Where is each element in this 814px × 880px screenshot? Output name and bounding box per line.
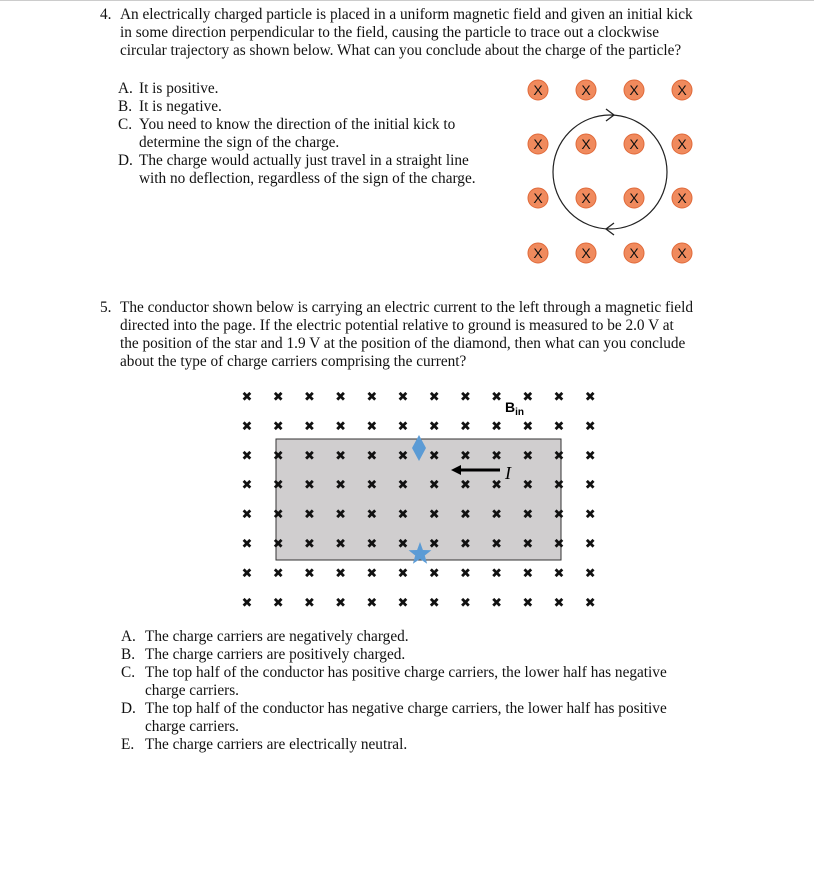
field-cross-marker: ✖ <box>522 478 534 494</box>
question-text-line: The conductor shown below is carrying an electric current to the left through a magnetic field <box>120 299 693 316</box>
field-cross-marker: ✖ <box>366 595 378 611</box>
field-cross-marker: ✖ <box>335 478 347 494</box>
field-cross-marker: ✖ <box>428 595 440 611</box>
field-x-symbol: X <box>677 245 687 261</box>
field-cross-marker: ✖ <box>459 595 471 611</box>
option-letter: C. <box>121 664 136 681</box>
field-cross-marker: ✖ <box>553 448 565 464</box>
field-cross-marker: ✖ <box>272 390 284 405</box>
field-x-symbol: X <box>629 136 639 152</box>
field-cross-marker: ✖ <box>428 419 440 435</box>
field-cross-marker: ✖ <box>522 537 534 552</box>
field-cross-marker: ✖ <box>366 478 378 494</box>
field-cross-marker: ✖ <box>428 566 440 582</box>
option-letter: B. <box>118 98 133 115</box>
option-text: The charge carriers are negatively charged. <box>145 628 409 645</box>
field-cross-marker: ✖ <box>335 507 347 523</box>
field-cross-marker: ✖ <box>459 448 471 464</box>
field-cross-marker: ✖ <box>335 595 347 611</box>
field-cross-marker: ✖ <box>397 507 409 523</box>
field-cross-marker: ✖ <box>303 478 315 494</box>
option-text: It is negative. <box>139 98 222 115</box>
field-cross-marker: ✖ <box>459 566 471 582</box>
field-cross-marker: ✖ <box>459 537 471 552</box>
field-cross-marker: ✖ <box>303 537 315 552</box>
field-cross-marker: ✖ <box>397 566 409 582</box>
field-x-symbol: X <box>581 190 591 206</box>
field-cross-marker: ✖ <box>335 419 347 435</box>
field-cross-marker: ✖ <box>241 566 253 582</box>
field-cross-marker: ✖ <box>397 419 409 435</box>
field-x-symbol: X <box>533 136 543 152</box>
field-cross-marker: ✖ <box>522 566 534 582</box>
field-cross-marker: ✖ <box>241 595 253 611</box>
field-cross-marker: ✖ <box>428 537 440 552</box>
field-x-symbol: X <box>581 245 591 261</box>
field-cross-marker: ✖ <box>366 390 378 405</box>
field-cross-marker: ✖ <box>303 448 315 464</box>
question-text-line: in some direction perpendicular to the field, causing the particle to trace out a clockwise <box>120 24 660 41</box>
field-cross-marker: ✖ <box>459 390 471 405</box>
option-text: The top half of the conductor has negative charge carriers, the lower half has positive <box>145 700 667 717</box>
field-cross-marker: ✖ <box>584 448 596 464</box>
field-cross-marker: ✖ <box>397 537 409 552</box>
field-x-symbol: X <box>533 190 543 206</box>
field-cross-marker: ✖ <box>491 595 503 611</box>
option-text: charge carriers. <box>145 718 239 735</box>
field-cross-marker: ✖ <box>335 448 347 464</box>
field-cross-marker: ✖ <box>553 390 565 405</box>
field-cross-marker: ✖ <box>272 595 284 611</box>
field-cross-marker: ✖ <box>584 566 596 582</box>
field-cross-marker: ✖ <box>584 595 596 611</box>
field-cross-marker: ✖ <box>553 478 565 494</box>
field-cross-marker: ✖ <box>335 390 347 405</box>
field-cross-marker: ✖ <box>428 390 440 405</box>
field-x-symbol: X <box>629 245 639 261</box>
field-cross-marker: ✖ <box>428 448 440 464</box>
field-cross-marker: ✖ <box>584 478 596 494</box>
question-number: 4. <box>100 6 112 23</box>
field-cross-marker: ✖ <box>303 507 315 523</box>
option-letter: B. <box>121 646 136 663</box>
field-cross-marker: ✖ <box>459 478 471 494</box>
field-cross-marker: ✖ <box>397 478 409 494</box>
option-text: The top half of the conductor has positive charge carriers, the lower half has negative <box>145 664 667 681</box>
field-cross-marker: ✖ <box>272 478 284 494</box>
field-cross-marker: ✖ <box>584 390 596 405</box>
option-letter: A. <box>118 80 133 97</box>
field-cross-marker: ✖ <box>272 448 284 464</box>
field-cross-marker: ✖ <box>397 448 409 464</box>
field-x-symbol: X <box>677 136 687 152</box>
field-x-symbol: X <box>581 136 591 152</box>
field-cross-marker: ✖ <box>366 448 378 464</box>
field-x-symbol: X <box>677 190 687 206</box>
field-cross-marker: ✖ <box>241 478 253 494</box>
field-cross-marker: ✖ <box>241 448 253 464</box>
option-text: The charge carriers are positively charged. <box>145 646 406 663</box>
b-field-label: $B_{in}$ <box>505 399 525 418</box>
option-text: charge carriers. <box>145 682 239 699</box>
field-cross-marker: ✖ <box>522 419 534 435</box>
field-cross-marker: ✖ <box>522 507 534 523</box>
field-cross-marker: ✖ <box>584 507 596 523</box>
field-cross-marker: ✖ <box>303 595 315 611</box>
field-cross-marker: ✖ <box>553 537 565 552</box>
field-cross-marker: ✖ <box>303 390 315 405</box>
option-text: It is positive. <box>139 80 219 97</box>
field-x-symbol: X <box>533 82 543 98</box>
field-cross-marker: ✖ <box>272 566 284 582</box>
option-text: with no deflection, regardless of the sign of the charge. <box>139 170 476 187</box>
field-cross-marker: ✖ <box>553 566 565 582</box>
field-x-symbol: X <box>677 82 687 98</box>
option-text: The charge carriers are electrically neutral. <box>145 736 408 753</box>
field-cross-marker: ✖ <box>366 537 378 552</box>
field-cross-marker: ✖ <box>522 448 534 464</box>
field-cross-marker: ✖ <box>553 507 565 523</box>
question-text-line: directed into the page. If the electric potential relative to ground is measured to be 2.0 V at <box>120 317 674 334</box>
field-cross-marker: ✖ <box>303 419 315 435</box>
field-x-symbol: X <box>629 190 639 206</box>
field-cross-marker: ✖ <box>491 390 503 405</box>
field-cross-marker: ✖ <box>491 419 503 435</box>
conductor-figure <box>0 1 814 880</box>
field-cross-marker: ✖ <box>272 419 284 435</box>
question-text-line: the position of the star and 1.9 V at the position of the diamond, then what can you conclude <box>120 335 686 352</box>
field-cross-marker: ✖ <box>366 566 378 582</box>
field-cross-marker: ✖ <box>491 537 503 552</box>
field-cross-marker: ✖ <box>397 390 409 405</box>
option-letter: E. <box>121 736 135 753</box>
field-cross-marker: ✖ <box>241 537 253 552</box>
field-cross-marker: ✖ <box>241 507 253 523</box>
field-cross-marker: ✖ <box>553 595 565 611</box>
option-text: determine the sign of the charge. <box>139 134 340 151</box>
field-cross-marker: ✖ <box>366 419 378 435</box>
field-cross-marker: ✖ <box>553 419 565 435</box>
field-x-symbol: X <box>533 245 543 261</box>
field-cross-marker: ✖ <box>584 419 596 435</box>
field-cross-marker: ✖ <box>272 537 284 552</box>
field-cross-marker: ✖ <box>491 507 503 523</box>
field-cross-marker: ✖ <box>491 566 503 582</box>
field-cross-marker: ✖ <box>584 537 596 552</box>
field-cross-marker: ✖ <box>459 507 471 523</box>
field-cross-marker: ✖ <box>491 448 503 464</box>
question-number: 5. <box>100 299 112 316</box>
field-cross-marker: ✖ <box>335 537 347 552</box>
option-letter: D. <box>118 152 133 169</box>
current-label: I <box>505 463 511 483</box>
field-cross-marker: ✖ <box>241 390 253 405</box>
option-text: You need to know the direction of the initial kick to <box>139 116 456 133</box>
question-text-line: circular trajectory as shown below. What can you conclude about the charge of the particle? <box>120 42 682 59</box>
field-x-symbol: X <box>629 82 639 98</box>
field-cross-marker: ✖ <box>241 419 253 435</box>
question-text-line: An electrically charged particle is placed in a uniform magnetic field and given an initial kick <box>120 6 693 23</box>
field-cross-marker: ✖ <box>366 507 378 523</box>
field-cross-marker: ✖ <box>428 507 440 523</box>
field-cross-marker: ✖ <box>397 595 409 611</box>
field-cross-marker: ✖ <box>522 390 534 405</box>
field-cross-marker: ✖ <box>459 419 471 435</box>
option-letter: D. <box>121 700 136 717</box>
option-letter: A. <box>121 628 136 645</box>
option-text: The charge would actually just travel in a straight line <box>139 152 469 169</box>
field-cross-marker: ✖ <box>522 595 534 611</box>
field-cross-marker: ✖ <box>335 566 347 582</box>
field-cross-marker: ✖ <box>272 507 284 523</box>
question-text-line: about the type of charge carriers comprising the current? <box>120 353 467 370</box>
field-cross-marker: ✖ <box>491 478 503 494</box>
field-cross-marker: ✖ <box>428 478 440 494</box>
field-x-symbol: X <box>581 82 591 98</box>
option-letter: C. <box>118 116 133 133</box>
field-cross-marker: ✖ <box>303 566 315 582</box>
